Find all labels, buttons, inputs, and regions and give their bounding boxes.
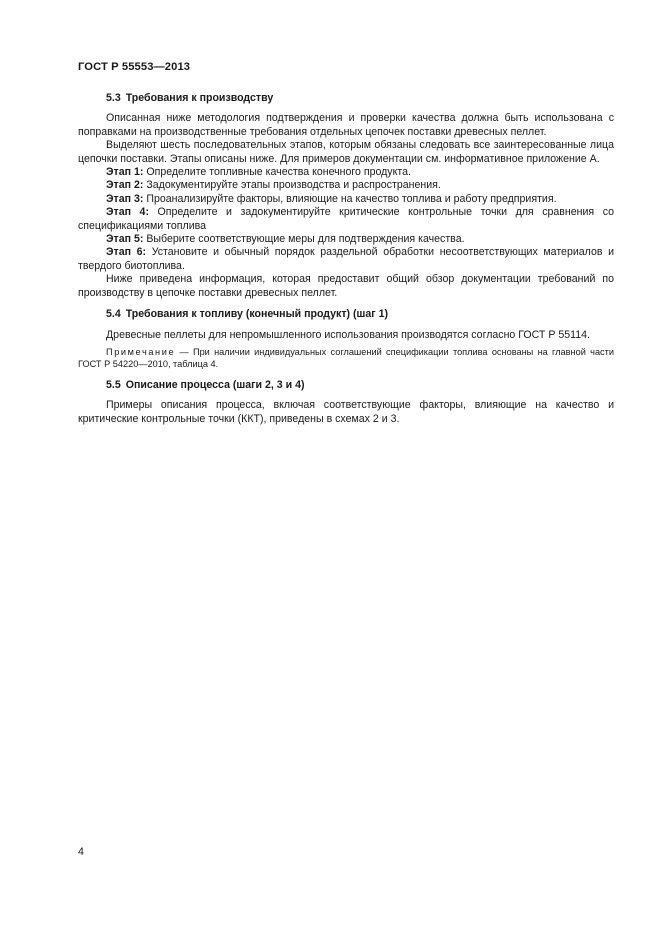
stage-label: Этап 6:: [106, 246, 147, 259]
stage-text: Определите топливные качества конечного продукта.: [146, 166, 411, 179]
section-number: 5.5: [106, 378, 121, 391]
section-heading-5-5: [78, 379, 614, 392]
document-code-header: ГОСТ Р 55553—2013: [78, 61, 191, 73]
stage-text: Проанализируйте факторы, влияющие на качество топлива и работу предприятия.: [146, 192, 557, 205]
section-number: 5.4: [106, 308, 121, 321]
section-heading-5-4: [78, 308, 614, 321]
paragraph: Ниже приведена информация, которая предоставит общий обзор документации требований по производству в цепочке поставки древесных пеллет.: [78, 273, 614, 299]
paragraph: Описанная ниже методология подтверждения и проверки качества должна быть использована с поправками на производственные требования отдельных цепочек поставки древесных пеллет.: [78, 112, 614, 138]
stage-text: Установите и обычный порядок раздельной обработки несоответствующих материалов и твердого биотоплива.: [78, 246, 614, 272]
stage-text: Определите и задокументируйте критические контрольные точки для сравнения со спецификациями топлива: [78, 206, 614, 232]
paragraph: Выделяют шесть последовательных этапов, которым обязаны следовать все заинтересованные лица цепочки поставки. Этапы описаны ниже. Для примеров документации см. информативное приложение А.: [78, 139, 614, 165]
stage-text: Задокументируйте этапы производства и распространения.: [146, 179, 441, 192]
stage-item-6: [78, 246, 614, 273]
page-body: [78, 92, 614, 426]
section-title: Описание процесса (шаги 2, 3 и 4): [125, 378, 305, 391]
section-title: Требования к топливу (конечный продукт) (шаг 1): [125, 308, 389, 321]
stage-item-3: [78, 193, 614, 206]
stage-text: Выберите соответствующие меры для подтверждения качества.: [146, 233, 465, 246]
stage-label: Этап 5:: [106, 233, 144, 246]
paragraph: Примеры описания процесса, включая соответствующие факторы, влияющие на качество и критические контрольные точки (ККТ), приведены в схемах 2 и 3.: [78, 399, 614, 425]
paragraph: Древесные пеллеты для непромышленного использования производятся согласно ГОСТ Р 55114.: [106, 328, 590, 341]
stage-label: Этап 2:: [106, 179, 144, 192]
stage-label: Этап 1:: [106, 166, 144, 179]
stage-label: Этап 4:: [106, 206, 149, 219]
note-paragraph: [78, 346, 614, 370]
note-text: — При наличии индивидуальных соглашений спецификации топлива основаны на главной части ГОСТ Р 54220—2010, таблица 4.: [78, 346, 614, 369]
section-number: 5.3: [106, 92, 121, 104]
note-label: Примечание: [106, 346, 176, 357]
page-number: 4: [78, 846, 84, 858]
stage-item-2: [78, 179, 614, 192]
section-heading-5-3: [78, 92, 614, 105]
stage-label: Этап 3:: [106, 192, 144, 205]
stage-item-4: [78, 206, 614, 233]
stage-item-1: [78, 166, 614, 179]
section-title: Требования к производству: [125, 92, 274, 104]
stage-item-5: [78, 233, 614, 246]
